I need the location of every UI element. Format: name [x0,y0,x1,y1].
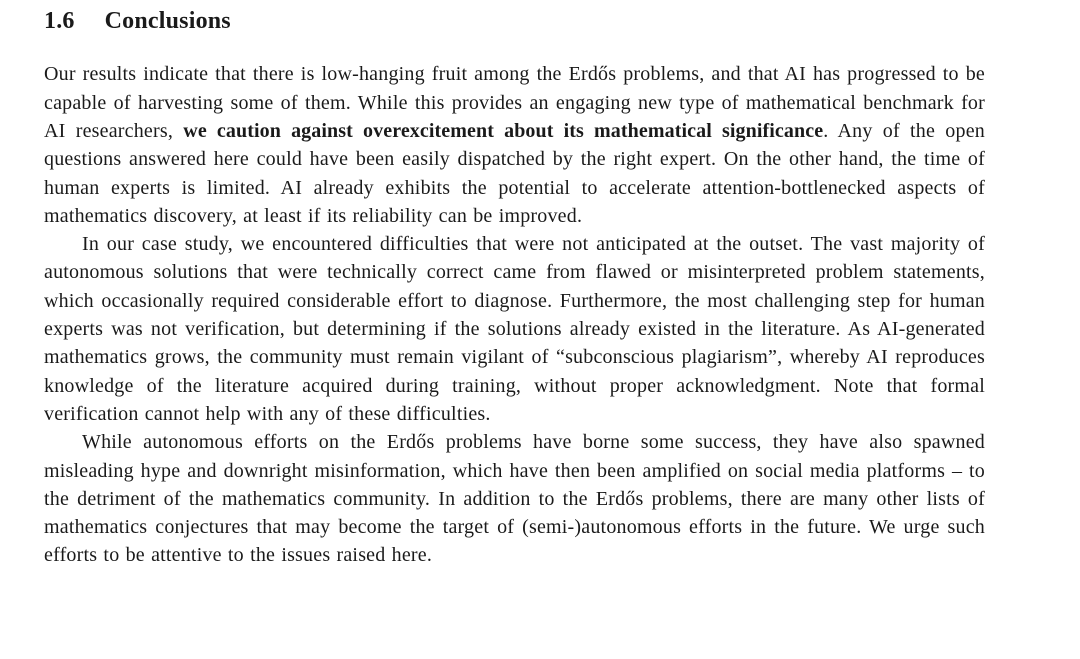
paragraph-conclusions-2: In our case study, we encountered difficulties that were not anticipated at the outset. The vast majority of autonomous solutions that were technically correct came from flawed or misinterpreted problem statements, which occasionally required considerable effort to diagnose. Furthermore, the most challenging step for human experts was not verification, but determining if the solutions already existed in the literature. As AI-generated mathematics grows, the community must remain vigilant of “subconscious plagiarism”, whereby AI reproduces knowledge of the literature acquired during training, without proper acknowledgment. Note that formal verification cannot help with any of these difficulties. [44,233,985,425]
section-title: Conclusions [104,8,231,34]
section-number: 1.6 [44,8,75,34]
paragraph-conclusions-1 [44,60,985,230]
section-body [44,60,985,569]
section-heading [44,8,985,34]
paragraph-1-text-before-bold: Our results indicate that there is low-hanging fruit among the Erdős problems, and that AI has progressed to be capable of harvesting some of them. While this provides an engaging new type of mathematical benchmark for AI researchers, [44,63,985,142]
paragraph-conclusions-3: While autonomous efforts on the Erdős problems have borne some success, they have also spawned misleading hype and downright misinformation, which have then been amplified on social media platforms – to the detriment of the mathematics community. In addition to the Erdős problems, there are many other lists of mathematics conjectures that may become the target of (semi-)autonomous efforts in the future. We urge such efforts to be attentive to the issues raised here. [44,431,985,567]
paragraph-1-bold-phrase: we caution against overexcitement about its mathematical significance [183,119,824,142]
paragraph-1-text-after-bold: . Any of the open questions answered here could have been easily dispatched by the right expert. On the other hand, the time of human experts is limited. AI already exhibits the potential to accelerate attention-bottlenecked aspects of mathematics discovery, at least if its reliability can be improved. [44,119,985,227]
